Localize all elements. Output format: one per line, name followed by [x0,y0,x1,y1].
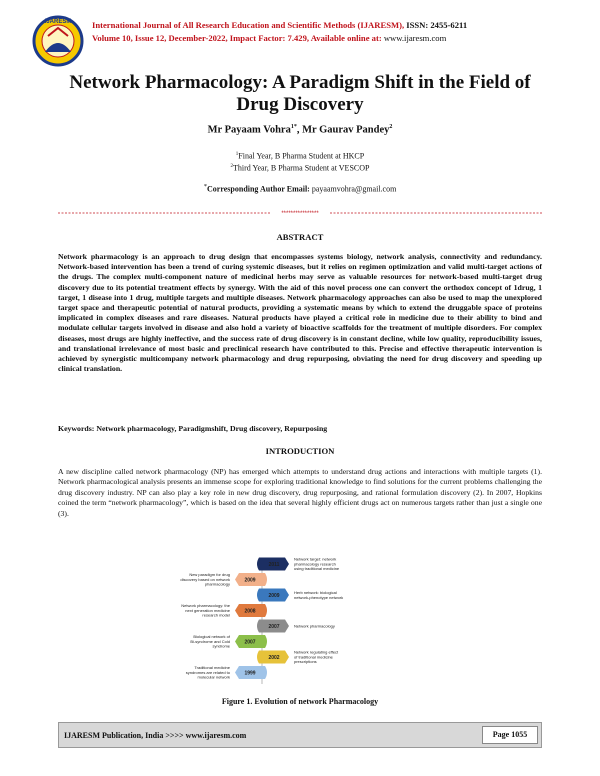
timeline-label: pharmacology research [294,561,336,567]
timeline-label: research model [202,612,230,618]
introduction-text: A new discipline called network pharmacology (NP) has emerged which attempts to understand drug actions and interactions with multiple targets (1). Network pharmacological analysis presents an immense scope for exploring traditional knowledge to find solutions for the current problems challenging the drug discovery industry. NP can also play a key role in new drug discovery, drug repurposing, and rational formulation discovery (2). In 2007, Hopkins coined the term “network pharmacology”, which is based on the idea that several highly efficient drugs act on numerous targets rather than just a single one (3). [58,467,542,518]
corresponding-author: *Corresponding Author Email: payaamvohra@gmail.com [203,183,397,194]
timeline-label: New paradigm for drug [189,572,230,578]
timeline-label: Biological network of [193,634,230,640]
timeline-year: 2002 [268,654,280,661]
timeline-label: of traditional medicine [294,654,333,660]
timeline-label: Network target: network [294,556,337,562]
paper-title: Network Pharmacology: A Paradigm Shift in the Field of Drug Discovery [69,72,531,115]
introduction-heading: INTRODUCTION [265,446,335,456]
journal-name: International Journal of All Research Education and Scientific Methods (IJARESM), ISSN: 2455-6211 [92,20,468,30]
timeline-label: Network regulating effect [294,649,339,655]
timeline-label: prescriptions [294,659,317,665]
timeline-label: syndrome [212,643,230,649]
timeline-label: network-phenotype network [294,594,344,600]
abstract-text: Network pharmacology is an approach to drug design that encompasses systems biology, network analysis, connectivity and redundancy. Network-based intervention has been a trend of curing systemic diseases, but it relies on regimen optimization and valid multi-target actions of the drugs. The complex multi-component nature of medicinal herbs may serve as valuable resources for network-based multi-target drug discovery due to its potential treatment effects by synergy. With the aid of this novel process one can convert the orthodox concept of 1drug, 1 target, 1 disease into 1 drug, multiple targets and multiple diseases. Network pharmacology approaches can also be used to map the unexplored target space and therapeutic potential of natural products, providing a systematic means by which to extend the druggable space of proteins implicated in complex diseases and rare diseases. Natural products have played a critical role in medicine due to their ability to bind and modulate cellular targets involved in disease and also hold a variety of bioactive scaffolds for the treatment of multiple disorders. For complex diseases, most drugs are highly ineffective, and the success rate of drug discovery is in constant decline, while low quality, reproducibility issues, and translational irrelevance of most basic and preclinical research have contributed to this. Precise and effective therapeutic intervention is achieved by synergistic multicompany network pharmacology and drug repurposing, obviating the need for drug discovery and speeding up clinical translation. [58,252,542,374]
section-separator [58,210,542,216]
timeline-label: molecular network [197,674,230,680]
timeline-year: 2007 [268,623,280,630]
timeline-label: discovery based on network [180,576,230,582]
page-number: Page 1055 [482,726,538,744]
evolution-figure [160,556,440,688]
journal-website-link[interactable]: www.ijaresm.com [383,33,447,43]
svg-text:IJARESM: IJARESM [44,19,72,25]
abstract-heading: ABSTRACT [276,232,324,242]
timeline-label: syndromes are related to [185,669,230,675]
timeline-label: using traditional medicine [294,566,340,572]
timeline-label: Bi-syndrome and Cold [190,638,230,644]
timeline-label: pharmacology [204,581,230,587]
keywords: Keywords: Network pharmacology, Paradigmshift, Drug discovery, Repurposing [58,424,328,433]
timeline-label: Herb network: biological [294,590,337,595]
timeline-label: Network pharmacology: the [181,603,230,609]
timeline-label: next generation medicine [185,607,230,613]
journal-volume-info: Volume 10, Issue 12, December-2022, Impact Factor: 7.429, Available online at: www.ijaresm.com [92,33,447,43]
authors: Mr Payaam Vohra$^{1*}$, Mr Gaurav Pandey$^2$ [207,124,393,136]
footer-publisher: IJARESM Publication, India >>>> www.ijaresm.com [64,731,247,740]
timeline-label: Traditional medicine [194,665,230,671]
timeline-label: Network pharmacology [294,623,335,629]
corresponding-email[interactable]: payaamvohra@gmail.com [309,184,397,194]
timeline-year: 1999 [244,670,256,677]
affiliations: $^1$Final Year, B Pharma Student at HKCP $^2$Third Year, B Pharma Student at VESCOP [230,151,370,173]
svg-text:****************: **************** [281,211,319,216]
timeline-year: 2011 [268,561,280,568]
figure-caption: Figure 1. Evolution of network Pharmacology [221,697,379,706]
journal-logo [30,14,86,68]
timeline-year: 2007 [244,639,256,646]
timeline-year: 2009 [244,577,256,584]
issn: ISSN: 2455-6211 [404,20,468,30]
timeline-year: 2008 [244,608,256,615]
timeline-year: 2009 [268,592,280,599]
